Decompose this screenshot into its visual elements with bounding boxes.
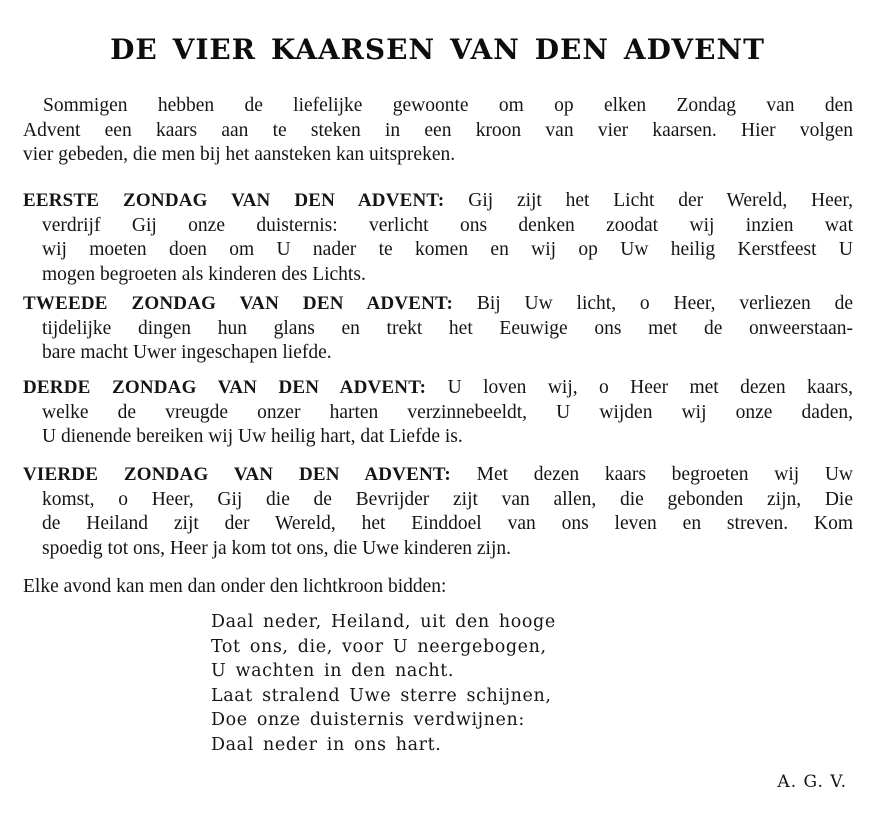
- intro-line: Advent een kaars aan te steken in een kroon van vier kaarsen. Hier volgen: [23, 119, 853, 141]
- prayer-line: de Heiland zijt der Wereld, het Einddoel van ons leven en streven. Kom: [42, 513, 853, 534]
- poem-line: Daal neder in ons hart.: [211, 734, 442, 755]
- poem-line: Daal neder, Heiland, uit den hooge: [211, 612, 556, 632]
- prayer-line: welke de vreugde onzer harten verzinnebeeldt, U wijden wij onze daden,: [42, 401, 853, 423]
- prayer-third-sunday: [23, 376, 853, 450]
- poem-line: U wachten in den nacht.: [211, 661, 455, 682]
- prayer-text: Gij zijt het Licht der Wereld, Heer,: [468, 190, 853, 211]
- author-signature: A. G. V.: [777, 772, 847, 792]
- prayer-text: Met dezen kaars begroeten wij Uw: [476, 464, 854, 485]
- intro-line: vier gebeden, die men bij het aansteken kan uitspreken.: [23, 144, 456, 165]
- prayer-line: U dienende bereiken wij Uw heilig hart, dat Liefde is.: [42, 426, 463, 447]
- prayer-second-sunday: [23, 292, 853, 366]
- prayer-first-line: [23, 292, 853, 317]
- prayer-first-sunday: [23, 189, 853, 287]
- prayer-line: tijdelijke dingen hun glans en trekt het Eeuwige ons met de onweerstaan-: [42, 317, 853, 339]
- intro-line: Sommigen hebben de liefelijke gewoonte om op elken Zondag van den: [43, 95, 853, 116]
- prayer-line: wij moeten doen om U nader te komen en wij op Uw heilig Kerstfeest U: [42, 239, 853, 260]
- prayer-label: TWEEDE ZONDAG VAN DEN ADVENT:: [23, 293, 454, 314]
- prayer-line: bare macht Uwer ingeschapen liefde.: [42, 342, 332, 363]
- prayer-line: verdrijf Gij onze duisternis: verlicht ons denken zoodat wij inzien wat: [42, 214, 853, 236]
- poem-line: Doe onze duisternis verdwijnen:: [211, 710, 525, 731]
- prayer-first-line: [23, 189, 853, 214]
- poem-line: Tot ons, die, voor U neergebogen,: [211, 636, 547, 657]
- prayer-fourth-sunday: [23, 463, 853, 561]
- prayer-line: spoedig tot ons, Heer ja kom tot ons, die Uwe kinderen zijn.: [42, 537, 511, 559]
- evening-prayer-intro: Elke avond kan men dan onder den lichtkroon bidden:: [23, 576, 447, 597]
- prayer-first-line: [23, 463, 853, 488]
- poem-line: Laat stralend Uwe sterre schijnen,: [211, 685, 552, 706]
- prayer-first-line: [23, 376, 853, 401]
- prayer-line: komst, o Heer, Gij die de Bevrijder zijt van allen, die gebonden zijn, Die: [42, 488, 853, 510]
- poem: [211, 610, 556, 758]
- prayer-line: mogen begroeten als kinderen des Lichts.: [42, 263, 366, 285]
- prayer-label: EERSTE ZONDAG VAN DEN ADVENT:: [23, 190, 445, 211]
- prayer-label: VIERDE ZONDAG VAN DEN ADVENT:: [23, 464, 451, 485]
- prayer-label: DERDE ZONDAG VAN DEN ADVENT:: [23, 377, 427, 398]
- prayer-text: Bij Uw licht, o Heer, verliezen de: [476, 293, 854, 314]
- intro-paragraph: [23, 94, 853, 168]
- page-title: de vier kaarsen van den advent: [110, 22, 765, 69]
- prayer-text: U loven wij, o Heer met dezen kaars,: [447, 377, 854, 398]
